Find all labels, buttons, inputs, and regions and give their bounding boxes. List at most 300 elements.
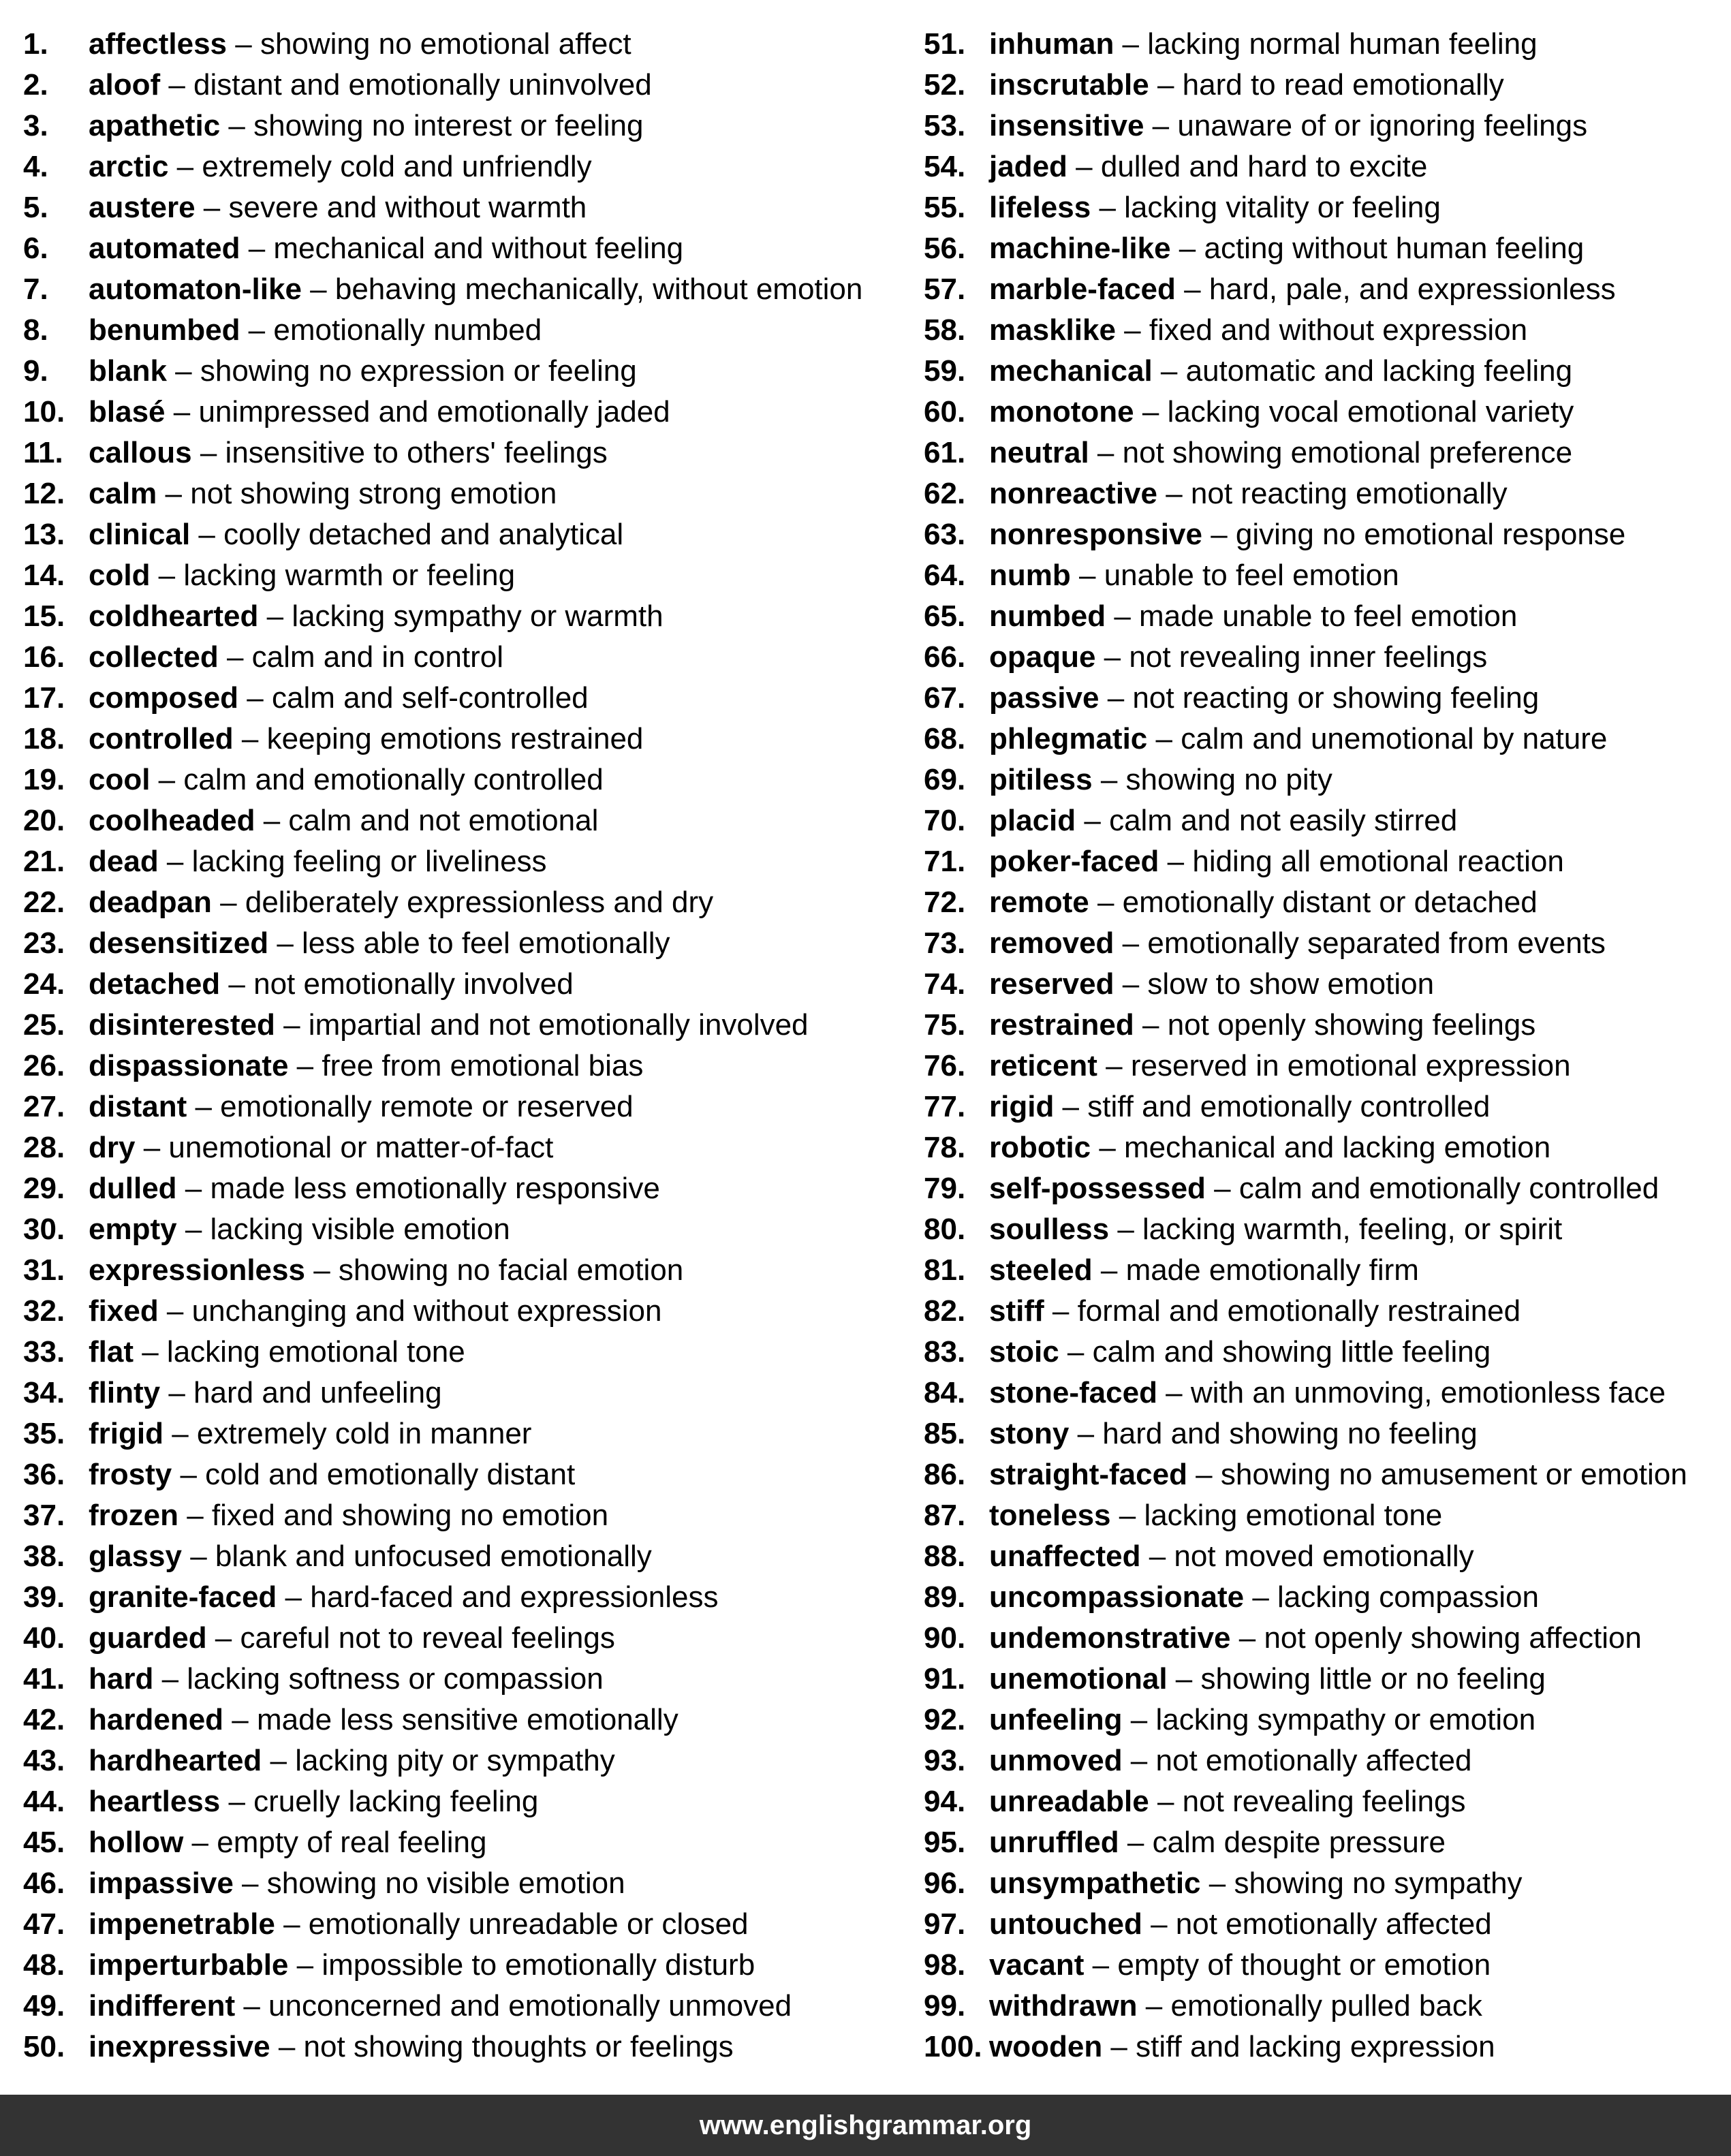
- list-item: [23, 678, 902, 719]
- entry-separator: –: [255, 804, 289, 837]
- entry-number: 67.: [924, 681, 966, 715]
- list-item: [924, 800, 1728, 841]
- entry-separator: –: [1244, 1580, 1278, 1614]
- entry-definition: hard and unfeeling: [193, 1376, 442, 1409]
- entry-definition: empty of thought or emotion: [1117, 1948, 1491, 1982]
- entry-number: 23.: [23, 926, 65, 960]
- entry-definition: showing no emotional affect: [260, 27, 631, 61]
- list-item: [23, 760, 902, 800]
- entry-definition: stiff and lacking expression: [1136, 2030, 1495, 2063]
- list-item: [23, 1087, 902, 1127]
- entry-separator: –: [1147, 722, 1181, 755]
- entry-definition: hard and showing no feeling: [1102, 1417, 1478, 1450]
- entry-separator: –: [227, 27, 260, 61]
- entry-word: uncompassionate: [989, 1580, 1245, 1614]
- entry-word: hollow: [89, 1826, 184, 1859]
- entry-definition: made less sensitive emotionally: [256, 1703, 679, 1736]
- entry-separator: –: [275, 1907, 309, 1941]
- entry-word: controlled: [89, 722, 234, 755]
- entry-number: 61.: [924, 436, 966, 469]
- entry-number: 96.: [924, 1866, 966, 1900]
- entry-word: removed: [989, 926, 1114, 960]
- entry-number: 87.: [924, 1499, 966, 1532]
- entry-separator: –: [176, 1213, 210, 1246]
- entry-separator: –: [176, 1172, 210, 1205]
- list-item: [924, 514, 1728, 555]
- entry-word: masklike: [989, 313, 1116, 347]
- entry-number: 9.: [23, 354, 48, 388]
- entry-separator: –: [178, 1499, 212, 1532]
- entry-number: 29.: [23, 1172, 65, 1205]
- entry-word: robotic: [989, 1131, 1091, 1164]
- entry-number: 1.: [23, 27, 48, 61]
- list-item: [23, 1005, 902, 1046]
- entry-number: 81.: [924, 1253, 966, 1287]
- list-item: [924, 678, 1728, 719]
- entry-word: indifferent: [89, 1989, 236, 2022]
- list-item: [23, 1822, 902, 1863]
- entry-number: 33.: [23, 1335, 65, 1369]
- entry-definition: showing no pity: [1125, 763, 1332, 796]
- entry-definition: lacking sympathy or warmth: [292, 599, 664, 633]
- entry-number: 77.: [924, 1090, 966, 1123]
- entry-separator: –: [305, 1253, 339, 1287]
- list-item: [23, 1454, 902, 1495]
- entry-number: 92.: [924, 1703, 966, 1736]
- entry-definition: lacking compassion: [1277, 1580, 1539, 1614]
- entry-definition: not revealing feelings: [1182, 1785, 1466, 1818]
- entry-definition: insensitive to others' feelings: [225, 436, 608, 469]
- entry-definition: hiding all emotional reaction: [1192, 845, 1564, 878]
- entry-number: 58.: [924, 313, 966, 347]
- entry-word: unreadable: [989, 1785, 1149, 1818]
- entry-word: callous: [89, 436, 192, 469]
- list-item: [23, 1577, 902, 1618]
- entry-word: impassive: [89, 1866, 234, 1900]
- entry-definition: unconcerned and emotionally unmoved: [268, 1989, 792, 2022]
- entry-definition: showing no interest or feeling: [253, 109, 644, 142]
- list-item: [924, 637, 1728, 678]
- entry-separator: –: [160, 68, 194, 101]
- list-item: [23, 882, 902, 923]
- entry-definition: lacking visible emotion: [210, 1213, 510, 1246]
- entry-definition: emotionally distant or detached: [1122, 886, 1538, 919]
- entry-word: blank: [89, 354, 167, 388]
- list-item: [924, 841, 1728, 882]
- entry-word: restrained: [989, 1008, 1134, 1042]
- entry-number: 88.: [924, 1540, 966, 1573]
- entry-number: 5.: [23, 191, 48, 224]
- entry-number: 39.: [23, 1580, 65, 1614]
- entry-number: 63.: [924, 518, 966, 551]
- list-item: [23, 65, 902, 106]
- entry-definition: lacking normal human feeling: [1147, 27, 1538, 61]
- list-item: [23, 923, 902, 964]
- entry-definition: not emotionally affected: [1175, 1907, 1492, 1941]
- entry-word: calm: [89, 477, 157, 510]
- list-item: [924, 1046, 1728, 1087]
- entry-number: 4.: [23, 150, 48, 183]
- entry-word: distant: [89, 1090, 187, 1123]
- entry-separator: –: [1230, 1621, 1264, 1655]
- list-item: [924, 1087, 1728, 1127]
- list-item: [23, 1127, 902, 1168]
- entry-separator: –: [150, 763, 184, 796]
- entry-definition: deliberately expressionless and dry: [245, 886, 714, 919]
- entry-number: 68.: [924, 722, 966, 755]
- entry-definition: lacking emotional tone: [1144, 1499, 1443, 1532]
- list-item: [924, 760, 1728, 800]
- entry-word: straight-faced: [989, 1458, 1187, 1491]
- entry-definition: not showing emotional preference: [1122, 436, 1573, 469]
- list-item: [23, 1904, 902, 1945]
- list-item: [924, 1700, 1728, 1740]
- entry-word: phlegmatic: [989, 722, 1148, 755]
- entry-separator: –: [134, 1335, 167, 1369]
- entry-word: rigid: [989, 1090, 1055, 1123]
- entry-number: 82.: [924, 1294, 966, 1328]
- list-item: [23, 1781, 902, 1822]
- entry-number: 91.: [924, 1662, 966, 1696]
- entry-word: insensitive: [989, 109, 1144, 142]
- list-item: [23, 1618, 902, 1659]
- entry-definition: with an unmoving, emotionless face: [1190, 1376, 1666, 1409]
- entry-word: passive: [989, 681, 1100, 715]
- entry-word: arctic: [89, 150, 169, 183]
- entry-number: 53.: [924, 109, 966, 142]
- entry-definition: formal and emotionally restrained: [1077, 1294, 1521, 1328]
- entry-separator: –: [211, 886, 245, 919]
- entry-word: deadpan: [89, 886, 212, 919]
- entry-separator: –: [1149, 68, 1183, 101]
- entry-definition: showing no facial emotion: [338, 1253, 684, 1287]
- entry-number: 19.: [23, 763, 65, 796]
- entry-separator: –: [275, 1008, 309, 1042]
- list-item: [924, 146, 1728, 187]
- entry-word: numb: [989, 559, 1071, 592]
- entry-number: 84.: [924, 1376, 966, 1409]
- entry-definition: lacking vocal emotional variety: [1167, 395, 1574, 428]
- entry-definition: extremely cold in manner: [196, 1417, 532, 1450]
- entry-definition: showing no amusement or emotion: [1220, 1458, 1687, 1491]
- entry-definition: reserved in emotional expression: [1130, 1049, 1571, 1082]
- list-item: [924, 1986, 1728, 2027]
- entry-number: 65.: [924, 599, 966, 633]
- entry-number: 70.: [924, 804, 966, 837]
- list-item: [924, 1413, 1728, 1454]
- entry-definition: not openly showing feelings: [1167, 1008, 1536, 1042]
- entry-separator: –: [1106, 599, 1140, 633]
- list-item: [23, 1495, 902, 1536]
- entry-definition: unaware of or ignoring feelings: [1177, 109, 1588, 142]
- entry-word: blasé: [89, 395, 166, 428]
- entry-definition: hard to read emotionally: [1182, 68, 1504, 101]
- list-item: [924, 269, 1728, 310]
- entry-word: guarded: [89, 1621, 207, 1655]
- entry-number: 13.: [23, 518, 65, 551]
- entry-number: 74.: [924, 967, 966, 1001]
- entry-separator: –: [1200, 1866, 1234, 1900]
- site-url: www.englishgrammar.org: [699, 2110, 1032, 2140]
- entry-word: dry: [89, 1131, 136, 1164]
- entry-separator: –: [233, 722, 267, 755]
- list-item: [23, 187, 902, 228]
- list-item: [23, 146, 902, 187]
- entry-separator: –: [1205, 1172, 1239, 1205]
- entry-definition: lacking warmth, feeling, or spirit: [1142, 1213, 1563, 1246]
- entry-word: unsympathetic: [989, 1866, 1201, 1900]
- entry-word: wooden: [989, 2030, 1103, 2063]
- entry-separator: –: [1149, 1785, 1183, 1818]
- entry-definition: unable to feel emotion: [1104, 559, 1399, 592]
- entry-separator: –: [181, 1540, 215, 1573]
- entry-definition: automatic and lacking feeling: [1185, 354, 1573, 388]
- entry-word: stoic: [989, 1335, 1059, 1369]
- entry-separator: –: [1110, 1499, 1144, 1532]
- list-item: [924, 1781, 1728, 1822]
- list-item: [23, 1332, 902, 1373]
- list-item: [23, 1945, 902, 1986]
- entry-number: 27.: [23, 1090, 65, 1123]
- entry-number: 51.: [924, 27, 966, 61]
- entry-definition: less able to feel emotionally: [302, 926, 670, 960]
- list-item: [924, 106, 1728, 146]
- entry-separator: –: [135, 1131, 169, 1164]
- entry-separator: –: [158, 845, 192, 878]
- entry-separator: –: [190, 518, 224, 551]
- entry-separator: –: [187, 1090, 221, 1123]
- entry-number: 86.: [924, 1458, 966, 1491]
- list-item: [924, 1332, 1728, 1373]
- list-item: [924, 1291, 1728, 1332]
- entry-number: 12.: [23, 477, 65, 510]
- entry-definition: not emotionally involved: [253, 967, 574, 1001]
- entry-number: 18.: [23, 722, 65, 755]
- entry-separator: –: [1089, 886, 1123, 919]
- list-item: [23, 473, 902, 514]
- entry-number: 26.: [23, 1049, 65, 1082]
- entry-definition: emotionally separated from events: [1147, 926, 1606, 960]
- entry-definition: giving no emotional response: [1235, 518, 1626, 551]
- entry-definition: not reacting emotionally: [1190, 477, 1508, 510]
- entry-number: 95.: [924, 1826, 966, 1859]
- entry-word: cool: [89, 763, 151, 796]
- entry-separator: –: [1070, 559, 1104, 592]
- list-item: [23, 310, 902, 351]
- entry-number: 11.: [23, 436, 63, 469]
- list-item: [924, 392, 1728, 433]
- entry-separator: –: [206, 1621, 240, 1655]
- entry-number: 38.: [23, 1540, 65, 1573]
- list-item: [924, 596, 1728, 637]
- entry-separator: –: [1091, 1131, 1125, 1164]
- entry-word: steeled: [989, 1253, 1093, 1287]
- entry-number: 66.: [924, 640, 966, 674]
- entry-number: 7.: [23, 272, 48, 306]
- entry-separator: –: [240, 313, 274, 347]
- entry-number: 93.: [924, 1744, 966, 1777]
- entry-separator: –: [172, 1458, 206, 1491]
- entry-definition: lacking vitality or feeling: [1124, 191, 1441, 224]
- entry-word: imperturbable: [89, 1948, 289, 1982]
- entry-word: impenetrable: [89, 1907, 275, 1941]
- entry-separator: –: [233, 1866, 267, 1900]
- entry-number: 8.: [23, 313, 48, 347]
- entry-number: 35.: [23, 1417, 65, 1450]
- entry-separator: –: [1069, 1417, 1103, 1450]
- entry-number: 98.: [924, 1948, 966, 1982]
- list-item: [23, 1700, 902, 1740]
- entry-word: pitiless: [989, 763, 1093, 796]
- entry-definition: showing no expression or feeling: [200, 354, 637, 388]
- entry-word: inhuman: [989, 27, 1114, 61]
- list-item: [924, 1250, 1728, 1291]
- list-item: [23, 719, 902, 760]
- entry-definition: calm and emotionally controlled: [1238, 1172, 1659, 1205]
- entry-separator: –: [1187, 1458, 1221, 1491]
- entry-number: 94.: [924, 1785, 966, 1818]
- entry-definition: calm and not emotional: [288, 804, 599, 837]
- entry-definition: lacking feeling or liveliness: [191, 845, 547, 878]
- entry-number: 55.: [924, 191, 966, 224]
- entry-word: aloof: [89, 68, 161, 101]
- entry-word: cold: [89, 559, 151, 592]
- entry-definition: not moved emotionally: [1174, 1540, 1474, 1573]
- entry-number: 6.: [23, 232, 48, 265]
- entry-separator: –: [1089, 436, 1123, 469]
- entry-separator: –: [183, 1826, 217, 1859]
- entry-definition: cold and emotionally distant: [205, 1458, 576, 1491]
- entry-definition: lacking warmth or feeling: [183, 559, 516, 592]
- entry-number: 22.: [23, 886, 65, 919]
- entry-number: 21.: [23, 845, 65, 878]
- list-item: [23, 841, 902, 882]
- entry-separator: –: [1092, 763, 1126, 796]
- list-item: [23, 1046, 902, 1087]
- entry-definition: made emotionally firm: [1125, 1253, 1419, 1287]
- entry-number: 79.: [924, 1172, 966, 1205]
- entry-number: 30.: [23, 1213, 65, 1246]
- entry-separator: –: [157, 477, 191, 510]
- entry-word: stiff: [989, 1294, 1044, 1328]
- entry-number: 57.: [924, 272, 966, 306]
- entry-number: 85.: [924, 1417, 966, 1450]
- entry-number: 47.: [23, 1907, 65, 1941]
- entry-separator: –: [1140, 1540, 1174, 1573]
- entry-word: withdrawn: [989, 1989, 1138, 2022]
- entry-definition: blank and unfocused emotionally: [215, 1540, 652, 1573]
- entry-separator: –: [150, 559, 184, 592]
- entry-definition: unchanging and without expression: [191, 1294, 662, 1328]
- entry-word: benumbed: [89, 313, 240, 347]
- entry-definition: acting without human feeling: [1204, 232, 1585, 265]
- entry-definition: unemotional or matter-of-fact: [168, 1131, 554, 1164]
- entry-number: 32.: [23, 1294, 65, 1328]
- entry-word: remote: [989, 886, 1089, 919]
- entry-definition: not revealing inner feelings: [1129, 640, 1488, 674]
- list-item: [924, 1618, 1728, 1659]
- entry-number: 36.: [23, 1458, 65, 1491]
- list-item: [23, 596, 902, 637]
- entry-word: unfeeling: [989, 1703, 1123, 1736]
- entry-word: reserved: [989, 967, 1114, 1001]
- list-item: [924, 187, 1728, 228]
- entry-word: collected: [89, 640, 219, 674]
- entry-word: neutral: [989, 436, 1089, 469]
- entry-separator: –: [1157, 1376, 1191, 1409]
- list-item: [924, 2027, 1728, 2067]
- entry-word: monotone: [989, 395, 1134, 428]
- entry-word: automaton-like: [89, 272, 302, 306]
- entry-number: 46.: [23, 1866, 65, 1900]
- entry-separator: –: [158, 1294, 192, 1328]
- entry-word: empty: [89, 1213, 177, 1246]
- entry-definition: impossible to emotionally disturb: [322, 1948, 755, 1982]
- entry-separator: –: [1109, 1213, 1143, 1246]
- list-item: [23, 1863, 902, 1904]
- list-item: [23, 269, 902, 310]
- entry-definition: not reacting or showing feeling: [1132, 681, 1540, 715]
- list-item: [23, 392, 902, 433]
- list-item: [924, 1740, 1728, 1781]
- entry-separator: –: [1084, 1948, 1118, 1982]
- entry-separator: –: [262, 1744, 296, 1777]
- list-item: [23, 1168, 902, 1209]
- entry-separator: –: [166, 354, 200, 388]
- entry-definition: emotionally remote or reserved: [220, 1090, 634, 1123]
- entry-number: 56.: [924, 232, 966, 265]
- entry-definition: not showing thoughts or feelings: [303, 2030, 734, 2063]
- entry-separator: –: [1092, 1253, 1126, 1287]
- entry-number: 48.: [23, 1948, 65, 1982]
- entry-number: 78.: [924, 1131, 966, 1164]
- entry-number: 43.: [23, 1744, 65, 1777]
- entry-definition: careful not to reveal feelings: [240, 1621, 615, 1655]
- entry-separator: –: [220, 1785, 254, 1818]
- entry-word: expressionless: [89, 1253, 305, 1287]
- entry-separator: –: [218, 640, 252, 674]
- entry-word: automated: [89, 232, 240, 265]
- list-item: [924, 1005, 1728, 1046]
- entry-definition: keeping emotions restrained: [266, 722, 644, 755]
- list-item: [23, 1250, 902, 1291]
- entry-word: detached: [89, 967, 221, 1001]
- entry-number: 42.: [23, 1703, 65, 1736]
- entry-word: nonresponsive: [989, 518, 1202, 551]
- entry-word: inexpressive: [89, 2030, 270, 2063]
- entry-definition: stiff and emotionally controlled: [1087, 1090, 1491, 1123]
- entry-number: 76.: [924, 1049, 966, 1082]
- list-item: [924, 473, 1728, 514]
- entry-separator: –: [235, 1989, 269, 2022]
- entry-word: soulless: [989, 1213, 1110, 1246]
- entry-word: unaffected: [989, 1540, 1141, 1573]
- entry-word: fixed: [89, 1294, 159, 1328]
- entry-definition: calm despite pressure: [1152, 1826, 1446, 1859]
- list-item: [924, 1945, 1728, 1986]
- word-list-left-column: [23, 24, 902, 2067]
- entry-definition: emotionally numbed: [273, 313, 542, 347]
- entry-word: vacant: [989, 1948, 1085, 1982]
- entry-separator: –: [1144, 109, 1178, 142]
- entry-word: affectless: [89, 27, 228, 61]
- entry-separator: –: [238, 681, 272, 715]
- entry-number: 59.: [924, 354, 966, 388]
- entry-definition: slow to show emotion: [1147, 967, 1435, 1001]
- entry-separator: –: [1134, 395, 1168, 428]
- entry-separator: –: [258, 599, 292, 633]
- list-item: [924, 882, 1728, 923]
